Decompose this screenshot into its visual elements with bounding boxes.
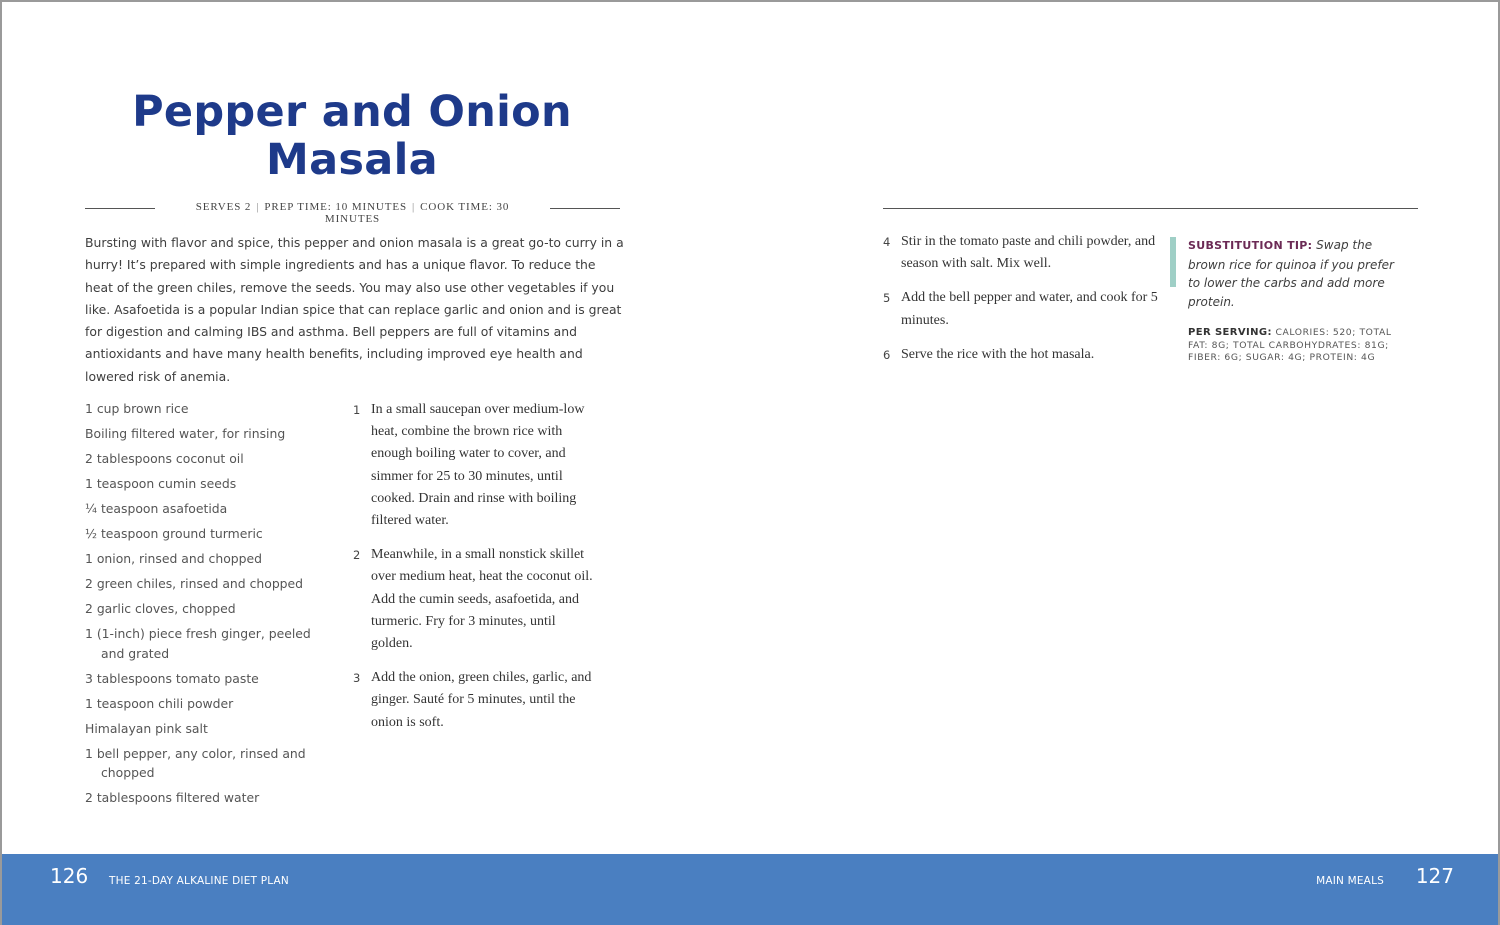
step-text: In a small saucepan over medium-low heat, combine the brown rice with enough boiling water to cover, and simmer for 25 to 30 minutes, until cooked. Drain and rinse with boiling filtered water. (371, 402, 585, 529)
substitution-tip (1170, 236, 1405, 365)
step-item (353, 399, 598, 532)
ingredient-item: 1 cup brown rice (85, 401, 189, 416)
nutrition-label: PER SERVING: (1188, 327, 1272, 338)
step-item (883, 287, 1158, 331)
ingredient-item: Himalayan pink salt (85, 720, 208, 736)
steps-left-column (353, 399, 598, 746)
steps-right-column (883, 231, 1158, 378)
page-number-right: 127 (1415, 864, 1454, 888)
cook-time: COOK TIME: 30 MINUTES (324, 201, 510, 225)
step-number: 1 (353, 403, 361, 417)
tip-label: SUBSTITUTION TIP: (1188, 239, 1313, 252)
step-number: 4 (883, 235, 891, 249)
ingredient-item: Boiling filtered water, for rinsing (85, 426, 286, 441)
step-text: Add the bell pepper and water, and cook for 5 minutes. (901, 290, 1158, 328)
step-item (883, 344, 1158, 366)
meta-rule-right (550, 208, 620, 209)
page-footer (2, 854, 1498, 925)
step-item (883, 231, 1158, 275)
recipe-title-line1: Pepper and Onion (132, 87, 572, 137)
book-title: THE 21-DAY ALKALINE DIET PLAN (109, 875, 289, 887)
meta-separator: | (412, 201, 416, 213)
ingredient-item: ½ teaspoon ground turmeric (85, 526, 263, 541)
ingredient-item: 1 onion, rinsed and chopped (85, 551, 262, 566)
ingredient-item: 3 tablespoons tomato paste (85, 670, 259, 686)
prep-time: PREP TIME: 10 MINUTES (264, 201, 408, 213)
nutrition-values: CALORIES: 520; TOTAL FAT: 8G; TOTAL CARBOHYDRATES: 81G; FIBER: 6G; SUGAR: 4G; PROTEIN: 4G (1188, 327, 1392, 363)
step-number: 6 (883, 347, 891, 362)
step-item (353, 544, 598, 655)
tip-accent-bar (1170, 237, 1176, 287)
meta-separator: | (256, 201, 260, 213)
page-number-left: 126 (50, 864, 89, 888)
serves: SERVES 2 (195, 201, 252, 213)
step-text: Meanwhile, in a small nonstick skillet over medium heat, heat the coconut oil. Add the cumin seeds, asafoetida, and turmeric. Fry for 3 minutes, until golden. (371, 547, 593, 652)
tip-text (1188, 236, 1405, 311)
step-item (353, 667, 598, 734)
right-page-rule (883, 208, 1418, 209)
ingredient-item: 1 teaspoon cumin seeds (85, 476, 237, 491)
nutrition-info (1188, 327, 1405, 365)
step-text: Stir in the tomato paste and chili powder, and season with salt. Mix well. (901, 234, 1156, 272)
step-number: 5 (883, 291, 891, 306)
meta-text (167, 201, 538, 225)
ingredient-item: 2 tablespoons filtered water (85, 790, 260, 805)
ingredient-list (85, 399, 335, 813)
ingredient-item: ¼ teaspoon asafoetida (85, 501, 228, 516)
step-number: 3 (353, 671, 361, 686)
step-number: 2 (353, 548, 361, 563)
ingredient-item: 1 bell pepper, any color, rinsed and chopped (85, 745, 306, 780)
tip-body: Swap the brown rice for quinoa if you prefer to lower the carbs and add more protein. (1188, 238, 1394, 309)
ingredient-item: 2 green chiles, rinsed and chopped (85, 576, 304, 591)
recipe-meta (85, 201, 620, 225)
meta-rule-left (85, 208, 155, 209)
recipe-title-line2: Masala (266, 135, 438, 185)
ingredient-item: 2 garlic cloves, chopped (85, 601, 236, 616)
ingredient-item: 2 tablespoons coconut oil (85, 451, 244, 466)
ingredient-item: 1 (1-inch) piece fresh ginger, peeled and grated (85, 626, 311, 661)
ingredient-item: 1 teaspoon chili powder (85, 695, 234, 711)
recipe-title (82, 88, 622, 184)
step-text: Serve the rice with the hot masala. (901, 346, 1095, 362)
section-name: MAIN MEALS (1316, 875, 1384, 887)
step-text: Add the onion, green chiles, garlic, and ginger. Sauté for 5 minutes, until the onion is soft. (371, 670, 592, 730)
recipe-intro: Bursting with flavor and spice, this pepper and onion masala is a great go-to curry in a hurry! It’s prepared with simple ingredients and has a unique flavor. To reduce the heat of the green chiles, remove the seeds. You may also use other vegetables if you like. Asafoetida is a popular Indian spice that can replace garlic and onion and is great for digestion and calming IBS and asthma. Bell peppers are full of vitamins and antioxidants and have many health benefits, including improved eye health and lowered risk of anemia. (85, 235, 624, 384)
